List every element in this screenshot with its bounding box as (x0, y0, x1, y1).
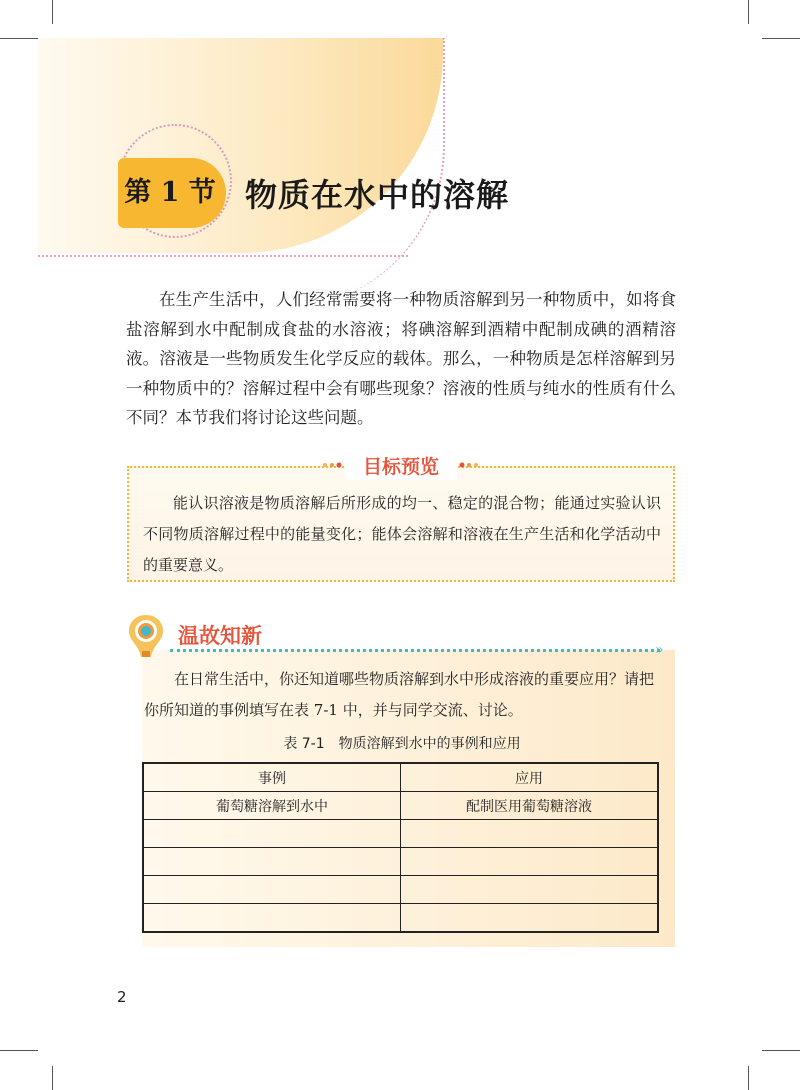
table-cell[interactable] (401, 876, 659, 904)
table-caption: 表 7-1 物质溶解到水中的事例和应用 (283, 736, 521, 752)
arrow-right-icon: » (655, 642, 664, 658)
crop-mark (748, 1066, 749, 1090)
table-cell: 葡萄糖溶解到水中 (143, 792, 401, 820)
table-row (143, 876, 658, 904)
table-cell[interactable] (401, 848, 659, 876)
table-cell: 配制医用葡萄糖溶液 (401, 792, 659, 820)
goals-title-dots-right (458, 461, 480, 469)
crop-mark (762, 38, 800, 39)
goals-title-dots-left (322, 461, 344, 469)
table-cell[interactable] (401, 904, 659, 933)
banner-dotted-line (38, 255, 408, 257)
crop-mark (0, 1050, 38, 1051)
crop-mark (0, 38, 38, 39)
crop-mark (762, 1050, 800, 1051)
table-cell[interactable] (401, 820, 659, 848)
table-row (143, 848, 658, 876)
examples-table (142, 762, 659, 933)
table-cell[interactable] (143, 876, 401, 904)
lightbulb-icon (127, 613, 165, 659)
crop-mark (52, 0, 53, 24)
table-header-cell: 应用 (401, 763, 659, 792)
table-cell[interactable] (143, 820, 401, 848)
page-number: 2 (117, 988, 127, 1006)
table-header-cell: 事例 (143, 763, 401, 792)
table-row (143, 904, 658, 933)
crop-mark (52, 1066, 53, 1090)
review-dotted-line (170, 649, 660, 652)
intro-paragraph: 在生产生活中，人们经常需要将一种物质溶解到另一种物质中，如将食盐溶解到水中配制成食盐的水溶液；将碘溶解到酒精中配制成碘的酒精溶液。溶液是一些物质发生化学反应的载体。那么，一种物质是怎样溶解到另一种物质中的？溶解过程中会有哪些现象？溶液的性质与纯水的性质有什么不同？本节我们将讨论这些问题。 (126, 290, 676, 427)
section-number: 第 1 节 (124, 177, 216, 208)
table-row (143, 820, 658, 848)
table-cell[interactable] (143, 904, 401, 933)
review-title: 温故知新 (178, 624, 262, 648)
crop-mark (748, 0, 749, 24)
review-text: 在日常生活中，你还知道哪些物质溶解到水中形成溶液的重要应用？请把你所知道的事例填写在表 7-1 中，并与同学交流、讨论。 (144, 670, 655, 719)
table-cell[interactable] (143, 848, 401, 876)
table-row (143, 792, 658, 820)
goals-title: 目标预览 (362, 456, 439, 478)
table-header-row (143, 763, 658, 792)
goals-text: 能认识溶液是物质溶解后所形成的均一、稳定的混合物；能通过实验认识不同物质溶解过程中的能量变化；能体会溶解和溶液在生产生活和化学活动中的重要意义。 (143, 494, 661, 574)
section-title: 物质在水中的溶解 (245, 176, 510, 214)
